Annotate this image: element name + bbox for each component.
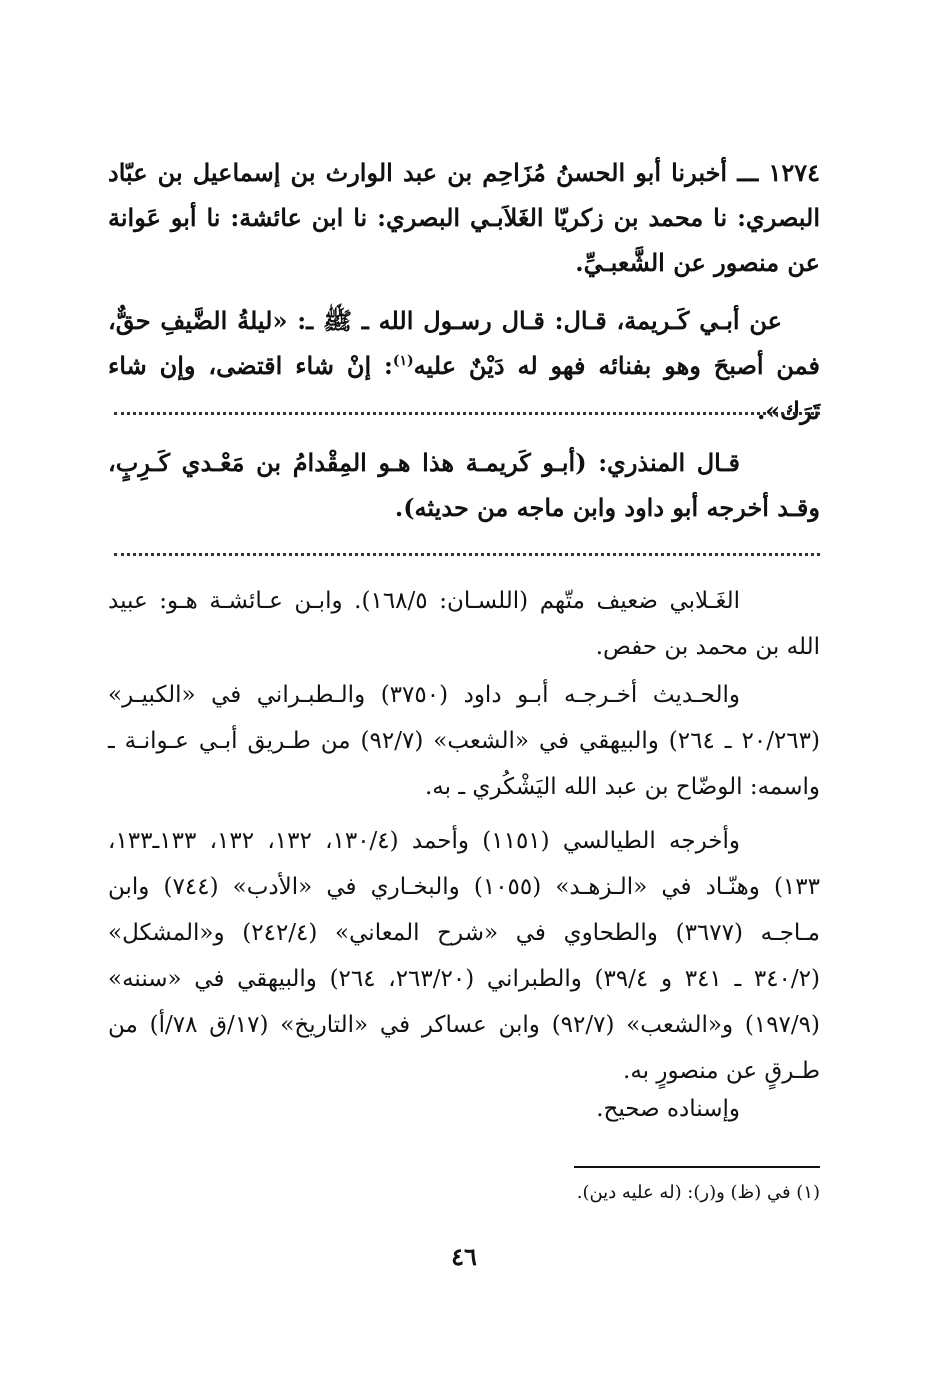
dotted-separator (114, 553, 820, 556)
document-page (108, 0, 820, 1374)
isnad-verdict: وإسناده صحيح. (596, 1096, 740, 1122)
mundhiri-paragraph: قـال المنذري: (أبـو كَريمـة هذا هـو المِقْدامُ بن مَعْـدي كَـرِبٍ، وقـد أخرجه أبو داود وابن ماجه من حديثه). (108, 448, 820, 522)
footnote-marker: (١) (392, 353, 414, 369)
takhrij-paragraph-2: وأخرجه الطيالسي (١١٥١) وأحمد (١٣٠/٤، ١٣٢، ١٣٢، ١٣٣ـ١٣٣، ١٣٣) وهنّـاد في «الـزهـد» (١٠٥٥) والبخـاري في «الأدب» (٧٤٤) وابن مـاجـه (٣٦٧٧) والطحاوي في «شرح المعاني» (٢٤٢/٤) و«المشكل» (٣٤٠/٢ ـ ٣٤١ و ٣٩/٤) والطبراني (٢٦٣/٢٠، ٢٦٤) والبيهقي في «سننه» (١٩٧/٩) و«الشعب» (٩٢/٧) وابن عساكر في «التاريخ» (١٧/ق ٧٨/أ) من طـرقٍ عن منصورٍ به. (108, 828, 820, 1084)
takhrij-paragraph-1: والحـديث أخـرجـه أبـو داود (٣٧٥٠) والـطبـراني في «الكبيـر» (٢٠/٢٦٣ ـ ٢٦٤) والبيهقي في «الشعب» (٩٢/٧) من طـريق أبـي عـوانـة ـ واسمه: الوضّاح بن عبد الله اليَشْكُري ـ به. (108, 682, 820, 800)
dotted-separator (114, 412, 820, 415)
page-number: ٤٦ (451, 1242, 477, 1271)
ghalabi-paragraph: الغَـلابي ضعيف متّهم (اللسـان: ١٦٨/٥). وابـن عـائشـة هـو: عبيد الله بن محمد بن حفص. (108, 588, 820, 660)
footnote: (١) في (ظ) و(ر): (له عليه دين). (576, 1182, 820, 1203)
matn-text-end: : إنْ شاء اقتضى، وإن شاء تَرَك». (108, 351, 820, 425)
hadith-isnad-paragraph: ١٢٧٤ ـــ أخبرنا أبو الحسنُ مُزَاحِم بن عبد الوارث بن إسماعيل بن عبّاد البصري: نا محمد بن زكريّا الغَلاَبـي البصري: نا ابن عائشة: نا أبو عَوانة عن منصور عن الشَّعبـيِّ. (108, 158, 820, 277)
footnote-rule (574, 1166, 820, 1168)
matn-text: عن أبـي كَـريمة، قـال: قـال رسـول الله ـ ﷺ ـ: «ليلةُ الضَّيفِ حقٌّ، فمن أصبحَ وهو بفنائه فهو له دَيْنٌ عليه (108, 306, 821, 380)
